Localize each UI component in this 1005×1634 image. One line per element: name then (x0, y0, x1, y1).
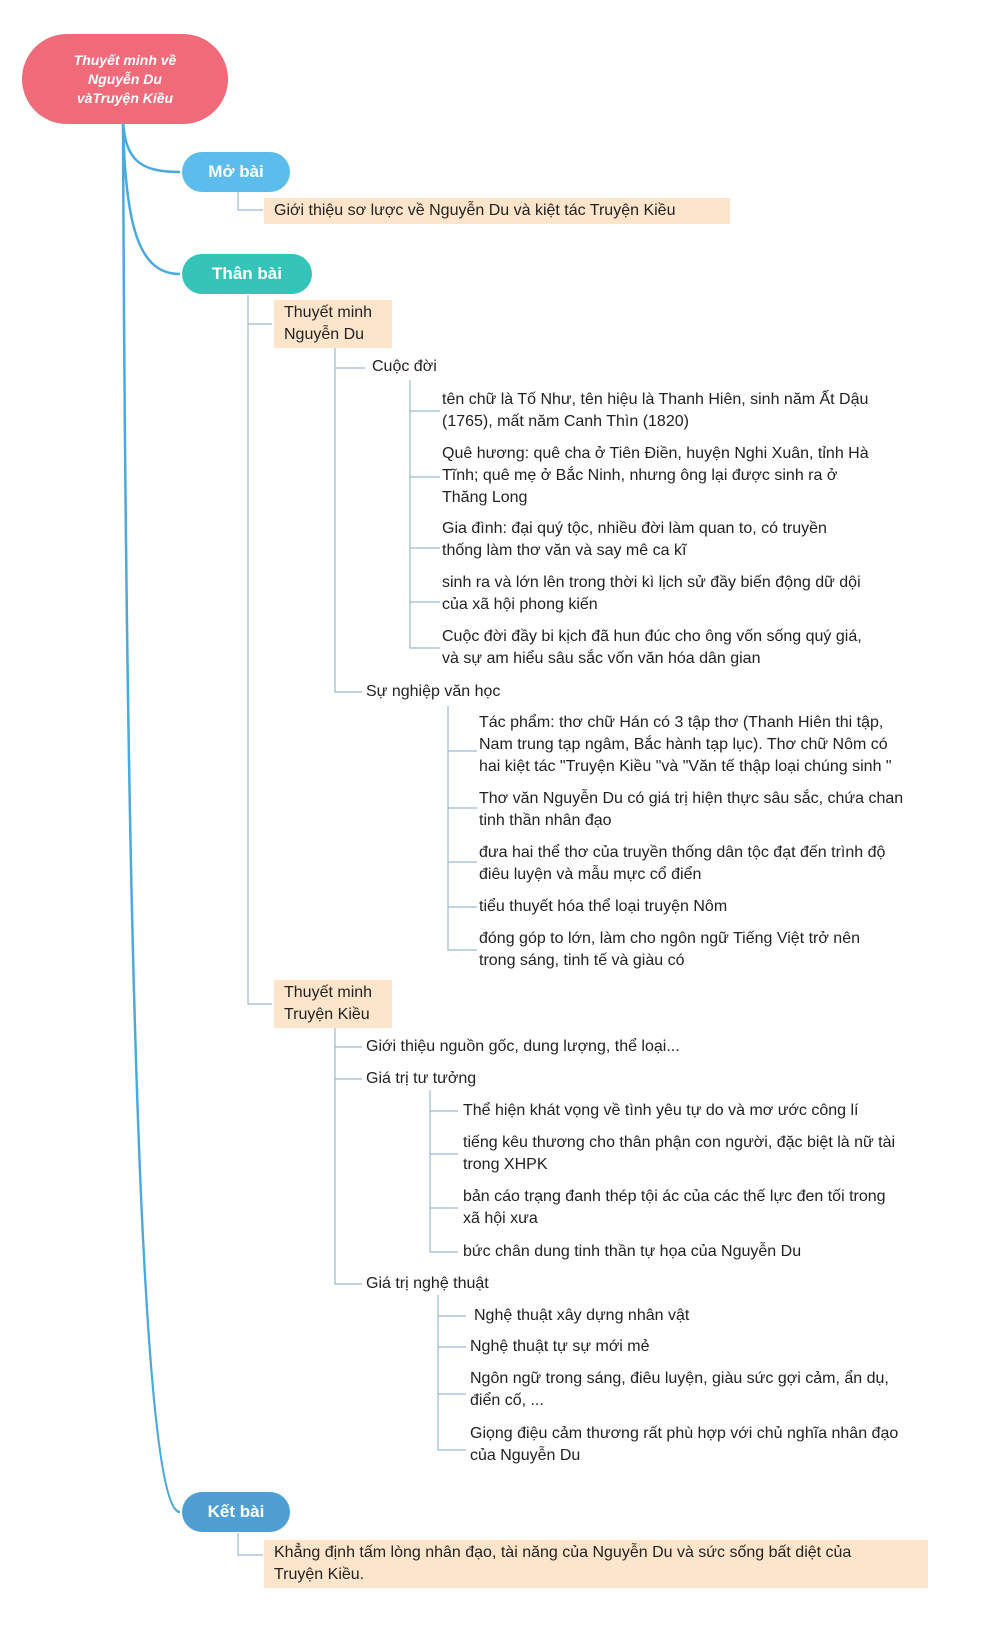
su-nghiep-node[interactable]: Sự nghiệp văn học (366, 683, 501, 700)
ket-bai-node[interactable] (182, 1492, 290, 1532)
root-to-mobai-connector (123, 120, 180, 172)
su-nghiep-item[interactable]: Tác phẩm: thơ chữ Hán có 3 tập thơ (Thanh Hiên thi tập, Nam trung tạp ngâm, Bắc hành tạp lục). Thơ chữ Nôm có hai kiệt tác "Truyện Kiều "và "Văn tế thập loại chúng sinh " (479, 714, 892, 775)
nghe-thuat-item[interactable]: Nghệ thuật xây dựng nhân vật (474, 1307, 690, 1324)
mo-bai-label: Mở bài (208, 162, 264, 181)
nghe-thuat-item[interactable]: Nghệ thuật tự sự mới mẻ (470, 1338, 650, 1355)
nghe-thuat-item[interactable]: Giọng điệu cảm thương rất phù hợp với chủ nghĩa nhân đạo của Nguyễn Du (470, 1425, 899, 1464)
than-bai-label: Thân bài (212, 264, 282, 283)
root-to-thanbai-connector (123, 120, 180, 274)
tu-tuong-node[interactable]: Giá trị tư tưởng (366, 1070, 477, 1087)
cuoc-doi-item[interactable]: tên chữ là Tố Như, tên hiệu là Thanh Hiên, sinh năm Ất Dậu (1765), mất năm Canh Thìn (1820) (442, 391, 869, 430)
cuoc-doi-node[interactable]: Cuộc đời (372, 358, 437, 375)
cuoc-doi-item[interactable]: sinh ra và lớn lên trong thời kì lịch sử đầy biến động dữ dội của xã hội phong kiến (442, 574, 861, 613)
tu-tuong-item[interactable]: Thể hiện khát vọng về tình yêu tự do và mơ ước công lí (463, 1102, 859, 1119)
nguyen-du-node[interactable]: Thuyết minh Nguyễn Du (274, 300, 392, 348)
tu-tuong-item[interactable]: tiếng kêu thương cho thân phận con người, đặc biệt là nữ tài trong XHPK (463, 1134, 896, 1173)
su-nghiep-item[interactable]: Thơ văn Nguyễn Du có giá trị hiện thực sâu sắc, chứa chan tinh thần nhân đạo (479, 790, 904, 829)
mo-bai-text: Giới thiệu sơ lược về Nguyễn Du và kiệt tác Truyện Kiều (264, 198, 730, 224)
su-nghiep-item[interactable]: đóng góp to lớn, làm cho ngôn ngữ Tiếng Việt trở nên trong sáng, tinh tế và giàu có (479, 930, 860, 969)
root-node[interactable] (22, 34, 228, 124)
mo-bai-node[interactable] (182, 152, 290, 192)
tu-tuong-item[interactable]: bản cáo trạng đanh thép tội ác của các thế lực đen tối trong xã hội xưa (463, 1188, 886, 1227)
truyen-kieu-node[interactable]: Thuyết minh Truyện Kiều (274, 980, 392, 1028)
cuoc-doi-item[interactable]: Gia đình: đại quý tộc, nhiều đời làm quan to, có truyền thống làm thơ văn và say mê ca kĩ (442, 520, 827, 559)
cuoc-doi-item[interactable]: Quê hương: quê cha ở Tiên Điền, huyện Nghi Xuân, tỉnh Hà Tĩnh; quê mẹ ở Bắc Ninh, nhưng ông lại được sinh ra ở Thăng Long (442, 445, 869, 506)
tu-tuong-item[interactable]: bức chân dung tinh thần tự họa của Nguyễn Du (463, 1243, 802, 1260)
root-title: Thuyết minh về Nguyễn Du vàTruyện Kiều (73, 51, 177, 106)
than-bai-node[interactable] (182, 254, 312, 294)
gioi-thieu-node[interactable]: Giới thiệu nguồn gốc, dung lượng, thể loại... (366, 1038, 680, 1055)
su-nghiep-item[interactable]: đưa hai thể thơ của truyền thống dân tộc đạt đến trình độ điêu luyện và mẫu mực cổ điển (479, 844, 886, 883)
nghe-thuat-item[interactable]: Ngôn ngữ trong sáng, điêu luyện, giàu sức gợi cảm, ẩn dụ, điển cố, ... (470, 1370, 889, 1409)
nghe-thuat-node[interactable]: Giá trị nghệ thuật (366, 1275, 489, 1292)
ket-bai-text: Khẳng định tấm lòng nhân đạo, tài năng của Nguyễn Du và sức sống bất diệt của Truyện Kiều. (264, 1540, 928, 1588)
su-nghiep-item[interactable]: tiểu thuyết hóa thể loại truyện Nôm (479, 898, 728, 915)
ket-bai-label: Kết bài (207, 1502, 265, 1521)
root-to-ketbai-connector (123, 120, 180, 1512)
cuoc-doi-item[interactable]: Cuộc đời đầy bi kịch đã hun đúc cho ông vốn sống quý giá, và sự am hiểu sâu sắc vốn văn hóa dân gian (442, 628, 862, 667)
